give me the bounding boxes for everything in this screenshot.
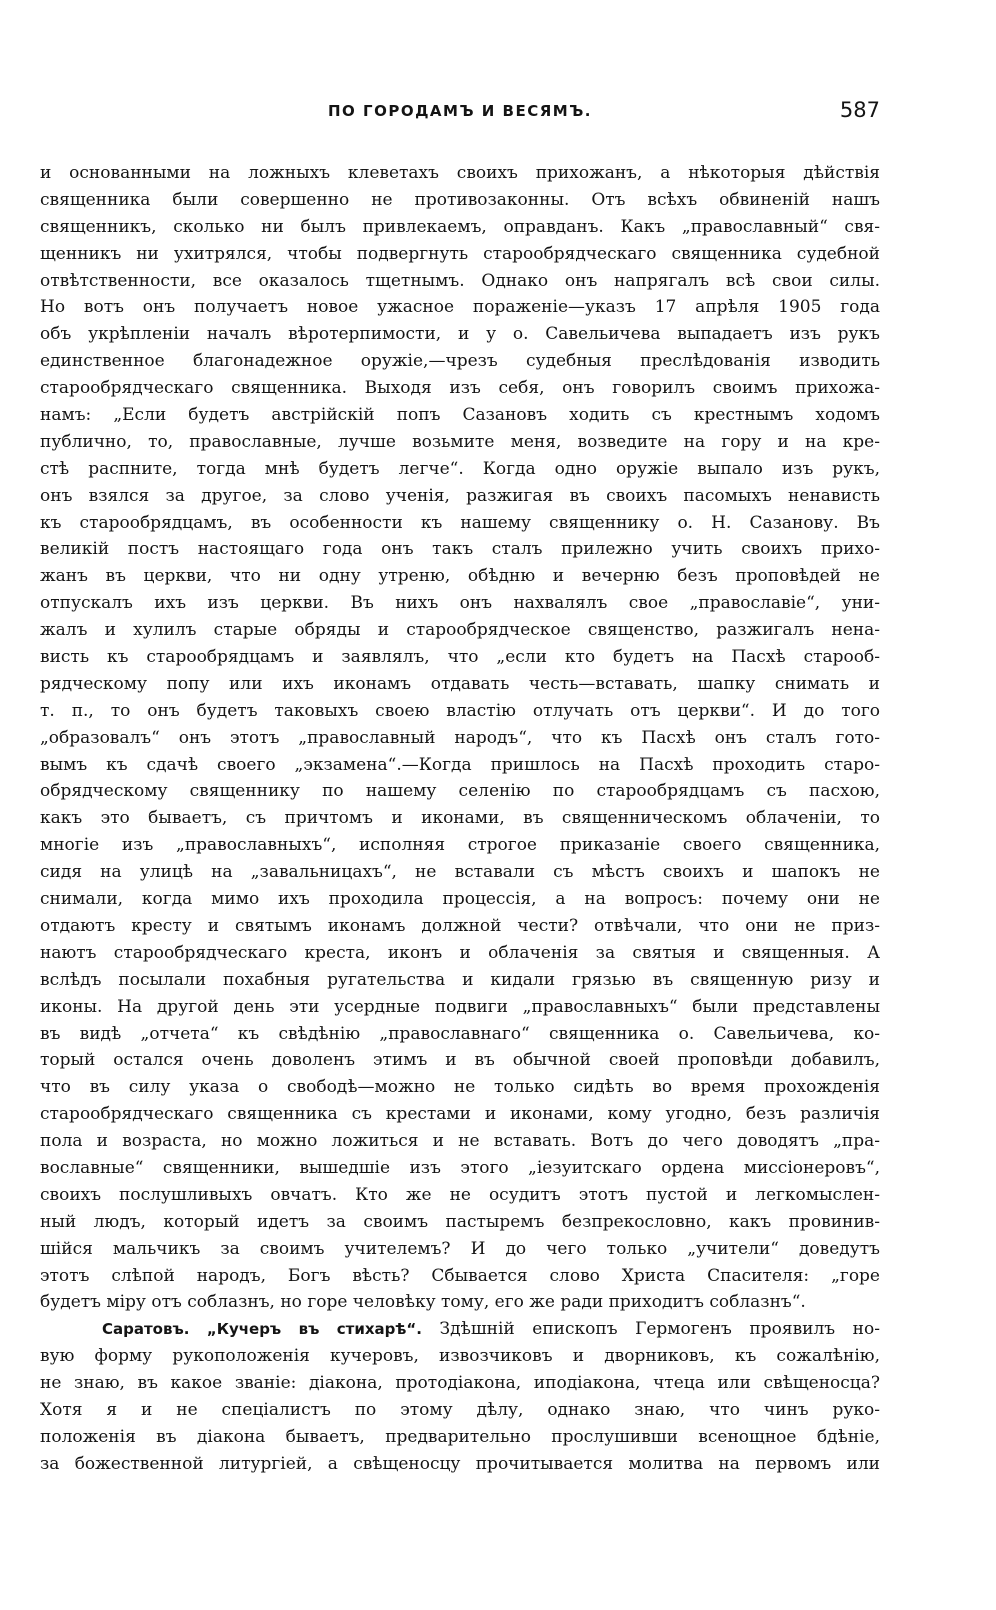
text-line: вслѣдъ посылали похабныя ругательства и кидали грязью въ священную ризу и [40, 969, 880, 990]
text-line: вославные“ священники, вышедшіе изъ этого „іезуитскаго ордена миссіонеровъ“, [40, 1157, 880, 1178]
text-line: за божественной литургіей, а свѣщеносцу прочитывается молитва на первомъ или [40, 1453, 880, 1474]
text-line: „образовалъ“ онъ этотъ „православный народъ“, что къ Пасхѣ онъ сталъ гото- [40, 727, 880, 748]
text-line: священника были совершенно не противозаконны. Отъ всѣхъ обвиненій нашъ [40, 189, 880, 210]
text-line: Хотя я и не спеціалистъ по этому дѣлу, однако знаю, что чинъ руко- [40, 1399, 880, 1420]
text-line: жалъ и хулилъ старые обряды и старообрядческое священство, разжигалъ нена- [40, 620, 880, 641]
main-paragraph [40, 160, 880, 1316]
text-line: великій постъ настоящаго года онъ такъ сталъ прилежно учить своихъ прихо- [40, 539, 880, 560]
text-line: пола и возраста, но можно ложиться и не вставать. Вотъ до чего доводятъ „пра- [40, 1131, 880, 1152]
text-line: стѣ распните, тогда мнѣ будетъ легче“. Когда одно оружіе выпало изъ рукъ, [40, 458, 880, 479]
text-line: намъ: „Если будетъ австрійскій попъ Сазановъ ходить съ крестнымъ ходомъ [40, 405, 880, 426]
text-line: какъ это бываетъ, съ причтомъ и иконами, въ священническомъ облаченіи, то [40, 808, 880, 829]
text-line: отпускалъ ихъ изъ церкви. Въ нихъ онъ нахвалялъ свое „православіе“, уни- [40, 593, 880, 614]
text-line: наютъ старообрядческаго креста, иконъ и облаченія за святыя и священныя. А [40, 942, 880, 963]
text-line: единственное благонадежное оружіе,—чрезъ судебныя преслѣдованія изводить [40, 351, 880, 372]
text-line: и основанными на ложныхъ клеветахъ своихъ прихожанъ, а нѣкоторыя дѣйствія [40, 163, 880, 183]
text-line: этотъ слѣпой народъ, Богъ вѣсть? Сбывается слово Христа Спасителя: „горе [40, 1265, 880, 1286]
text-line: торый остался очень доволенъ этимъ и въ обычной своей проповѣди добавилъ, [40, 1050, 880, 1071]
text-line: ный людъ, который идетъ за своимъ пастыремъ безпрекословно, какъ провинив- [40, 1211, 880, 1232]
body-text [40, 160, 880, 1478]
text-line: висть къ старообрядцамъ и заявлялъ, что „если кто будетъ на Пасхѣ старооб- [40, 647, 880, 668]
text-line: жанъ въ церкви, что ни одну утреню, обѣдню и вечерню безъ проповѣдей не [40, 566, 880, 587]
text-line: въ видѣ „отчета“ къ свѣдѣнію „православнаго“ священника о. Савельичева, ко- [40, 1023, 880, 1044]
text-line: обрядческому священнику по нашему селенію по старообрядцамъ съ пасхою, [40, 781, 880, 802]
text-line: иконы. На другой день эти усердные подвиги „православныхъ“ были представлены [40, 996, 880, 1017]
text-line: сидя на улицѣ на „завальницахъ“, не вставали съ мѣстъ своихъ и шапокъ не [40, 862, 880, 883]
text-line: многіе изъ „православныхъ“, исполняя строгое приказаніе своего священника, [40, 835, 880, 856]
section-first-line [40, 1316, 880, 1343]
text-line: онъ взялся за другое, за слово ученія, разжигая въ своихъ пасомыхъ ненависть [40, 485, 880, 506]
text-line: священникъ, сколько ни былъ привлекаемъ, оправданъ. Какъ „православный“ свя- [40, 216, 880, 237]
text-line: публично, то, православные, лучше возьмите меня, возведите на гору и на кре- [40, 431, 880, 452]
section-first-line-text: Здѣшній епископъ Гермогенъ проявилъ но- [439, 1319, 880, 1340]
text-line: вымъ къ сдачѣ своего „экзамена“.—Когда пришлось на Пасхѣ проходить старо- [40, 754, 880, 775]
page-number: 587 [839, 98, 880, 122]
page-header [40, 98, 880, 128]
text-line: къ старообрядцамъ, въ особенности къ нашему священнику о. Н. Сазанову. Въ [40, 512, 880, 533]
running-head: ПО ГОРОДАМЪ И ВЕСЯМЪ. [327, 102, 593, 120]
text-line: что въ силу указа о свободѣ—можно не только сидѣть во время прохожденія [40, 1077, 880, 1098]
text-line: рядческому попу или ихъ иконамъ отдавать честь—вставать, шапку снимать и [40, 673, 880, 694]
text-line: снимали, когда мимо ихъ проходила процессія, а на вопросъ: почему они не [40, 889, 880, 910]
section-paragraph [40, 1343, 880, 1477]
text-line: старообрядческаго священника съ крестами и иконами, кому угодно, безъ различія [40, 1104, 880, 1125]
text-line: вую форму рукоположенія кучеровъ, извозчиковъ и дворниковъ, къ сожалѣнію, [40, 1346, 880, 1367]
text-line: Но вотъ онъ получаетъ новое ужасное пораженіе—указъ 17 апрѣля 1905 года [40, 297, 880, 318]
text-line: шійся мальчикъ за своимъ учителемъ? И до чего только „учители“ доведутъ [40, 1238, 880, 1259]
text-line: положенія въ діакона бываетъ, предварительно прослушивши всенощное бдѣніе, [40, 1426, 880, 1447]
text-line: т. п., то онъ будетъ таковыхъ своею властію отлучать отъ церкви“. И до того [40, 700, 880, 721]
text-line: щенникъ ни ухитрялся, чтобы подвергнуть старообрядческаго священника судебной [40, 243, 880, 264]
section-heading: Саратовъ. „Кучеръ въ стихарѣ“. [102, 1320, 422, 1339]
text-line: не знаю, въ какое званіе: діакона, протодіакона, иподіакона, чтеца или свѣщеносца? [40, 1373, 880, 1394]
text-line: отвѣтственности, все оказалось тщетнымъ. Однако онъ напрягалъ всѣ свои силы. [40, 270, 880, 291]
text-line: будетъ міру отъ соблазнъ, но горе человѣку тому, его же ради приходитъ соблазнъ“. [40, 1292, 806, 1313]
saratov-section [40, 1316, 880, 1477]
text-line: объ укрѣпленіи началъ вѣротерпимости, и у о. Савельичева выпадаетъ изъ рукъ [40, 324, 880, 345]
text-line: старообрядческаго священника. Выходя изъ себя, онъ говорилъ своимъ прихожа- [40, 378, 880, 399]
text-line: своихъ послушливыхъ овчатъ. Кто же не осудитъ этотъ пустой и легкомыслен- [40, 1184, 880, 1205]
text-line: отдаютъ кресту и святымъ иконамъ должной чести? отвѣчали, что они не приз- [40, 915, 880, 936]
